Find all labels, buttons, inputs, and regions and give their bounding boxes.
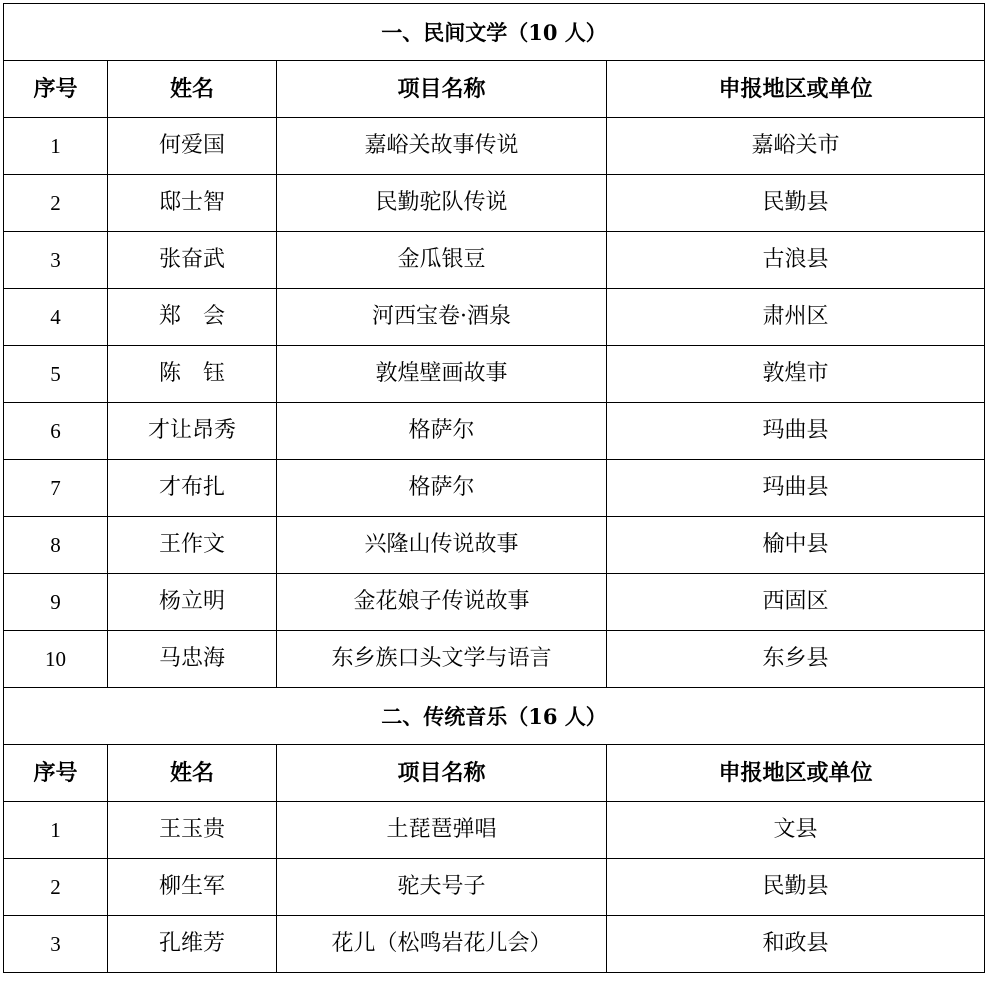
header-index: 序号 <box>4 61 108 118</box>
project-name: 河西宝卷·酒泉 <box>277 289 607 346</box>
header-region: 申报地区或单位 <box>607 61 985 118</box>
row-index: 5 <box>4 346 108 403</box>
table-row <box>4 346 985 403</box>
table-row <box>4 118 985 175</box>
project-name: 金瓜银豆 <box>277 232 607 289</box>
project-name: 金花娘子传说故事 <box>277 574 607 631</box>
header-index: 序号 <box>4 745 108 802</box>
row-index: 4 <box>4 289 108 346</box>
region-name: 古浪县 <box>607 232 985 289</box>
header-name: 姓名 <box>108 61 277 118</box>
section-title-row <box>4 4 985 61</box>
region-name: 玛曲县 <box>607 460 985 517</box>
inheritor-name: 柳生军 <box>108 859 277 916</box>
section-title: 二、传统音乐（16 人） <box>4 688 985 745</box>
row-index: 1 <box>4 118 108 175</box>
inheritor-name: 何爱国 <box>108 118 277 175</box>
project-name: 格萨尔 <box>277 403 607 460</box>
project-name: 花儿（松鸣岩花儿会） <box>277 916 607 973</box>
project-name: 嘉峪关故事传说 <box>277 118 607 175</box>
table-header-row <box>4 745 985 802</box>
row-index: 3 <box>4 232 108 289</box>
row-index: 10 <box>4 631 108 688</box>
project-name: 格萨尔 <box>277 460 607 517</box>
inheritor-name: 张奋武 <box>108 232 277 289</box>
inheritor-name: 孔维芳 <box>108 916 277 973</box>
region-name: 民勤县 <box>607 859 985 916</box>
inheritor-name: 王作文 <box>108 517 277 574</box>
region-name: 嘉峪关市 <box>607 118 985 175</box>
section-title: 一、民间文学（10 人） <box>4 4 985 61</box>
table-row <box>4 289 985 346</box>
project-name: 敦煌壁画故事 <box>277 346 607 403</box>
table-row <box>4 631 985 688</box>
table-row <box>4 460 985 517</box>
row-index: 7 <box>4 460 108 517</box>
inheritor-name: 郑 会 <box>108 289 277 346</box>
region-name: 榆中县 <box>607 517 985 574</box>
row-index: 2 <box>4 859 108 916</box>
header-project: 项目名称 <box>277 745 607 802</box>
inheritor-name: 陈 钰 <box>108 346 277 403</box>
table-row <box>4 574 985 631</box>
header-project: 项目名称 <box>277 61 607 118</box>
project-name: 驼夫号子 <box>277 859 607 916</box>
region-name: 文县 <box>607 802 985 859</box>
row-index: 3 <box>4 916 108 973</box>
row-index: 1 <box>4 802 108 859</box>
project-name: 兴隆山传说故事 <box>277 517 607 574</box>
region-name: 肃州区 <box>607 289 985 346</box>
project-name: 土琵琶弹唱 <box>277 802 607 859</box>
inheritor-name: 马忠海 <box>108 631 277 688</box>
table-row <box>4 517 985 574</box>
region-name: 民勤县 <box>607 175 985 232</box>
table-row <box>4 403 985 460</box>
table-row <box>4 232 985 289</box>
table-row <box>4 916 985 973</box>
inheritors-table <box>3 3 985 973</box>
row-index: 8 <box>4 517 108 574</box>
row-index: 9 <box>4 574 108 631</box>
region-name: 和政县 <box>607 916 985 973</box>
table-row <box>4 802 985 859</box>
header-name: 姓名 <box>108 745 277 802</box>
project-name: 民勤驼队传说 <box>277 175 607 232</box>
inheritor-name: 才布扎 <box>108 460 277 517</box>
table-row <box>4 859 985 916</box>
inheritor-name: 才让昂秀 <box>108 403 277 460</box>
region-name: 西固区 <box>607 574 985 631</box>
inheritor-name: 王玉贵 <box>108 802 277 859</box>
inheritor-name: 邸士智 <box>108 175 277 232</box>
project-name: 东乡族口头文学与语言 <box>277 631 607 688</box>
region-name: 玛曲县 <box>607 403 985 460</box>
table-row <box>4 175 985 232</box>
region-name: 东乡县 <box>607 631 985 688</box>
inheritors-table-body <box>4 4 985 973</box>
row-index: 2 <box>4 175 108 232</box>
table-header-row <box>4 61 985 118</box>
region-name: 敦煌市 <box>607 346 985 403</box>
section-title-row <box>4 688 985 745</box>
inheritor-name: 杨立明 <box>108 574 277 631</box>
header-region: 申报地区或单位 <box>607 745 985 802</box>
row-index: 6 <box>4 403 108 460</box>
